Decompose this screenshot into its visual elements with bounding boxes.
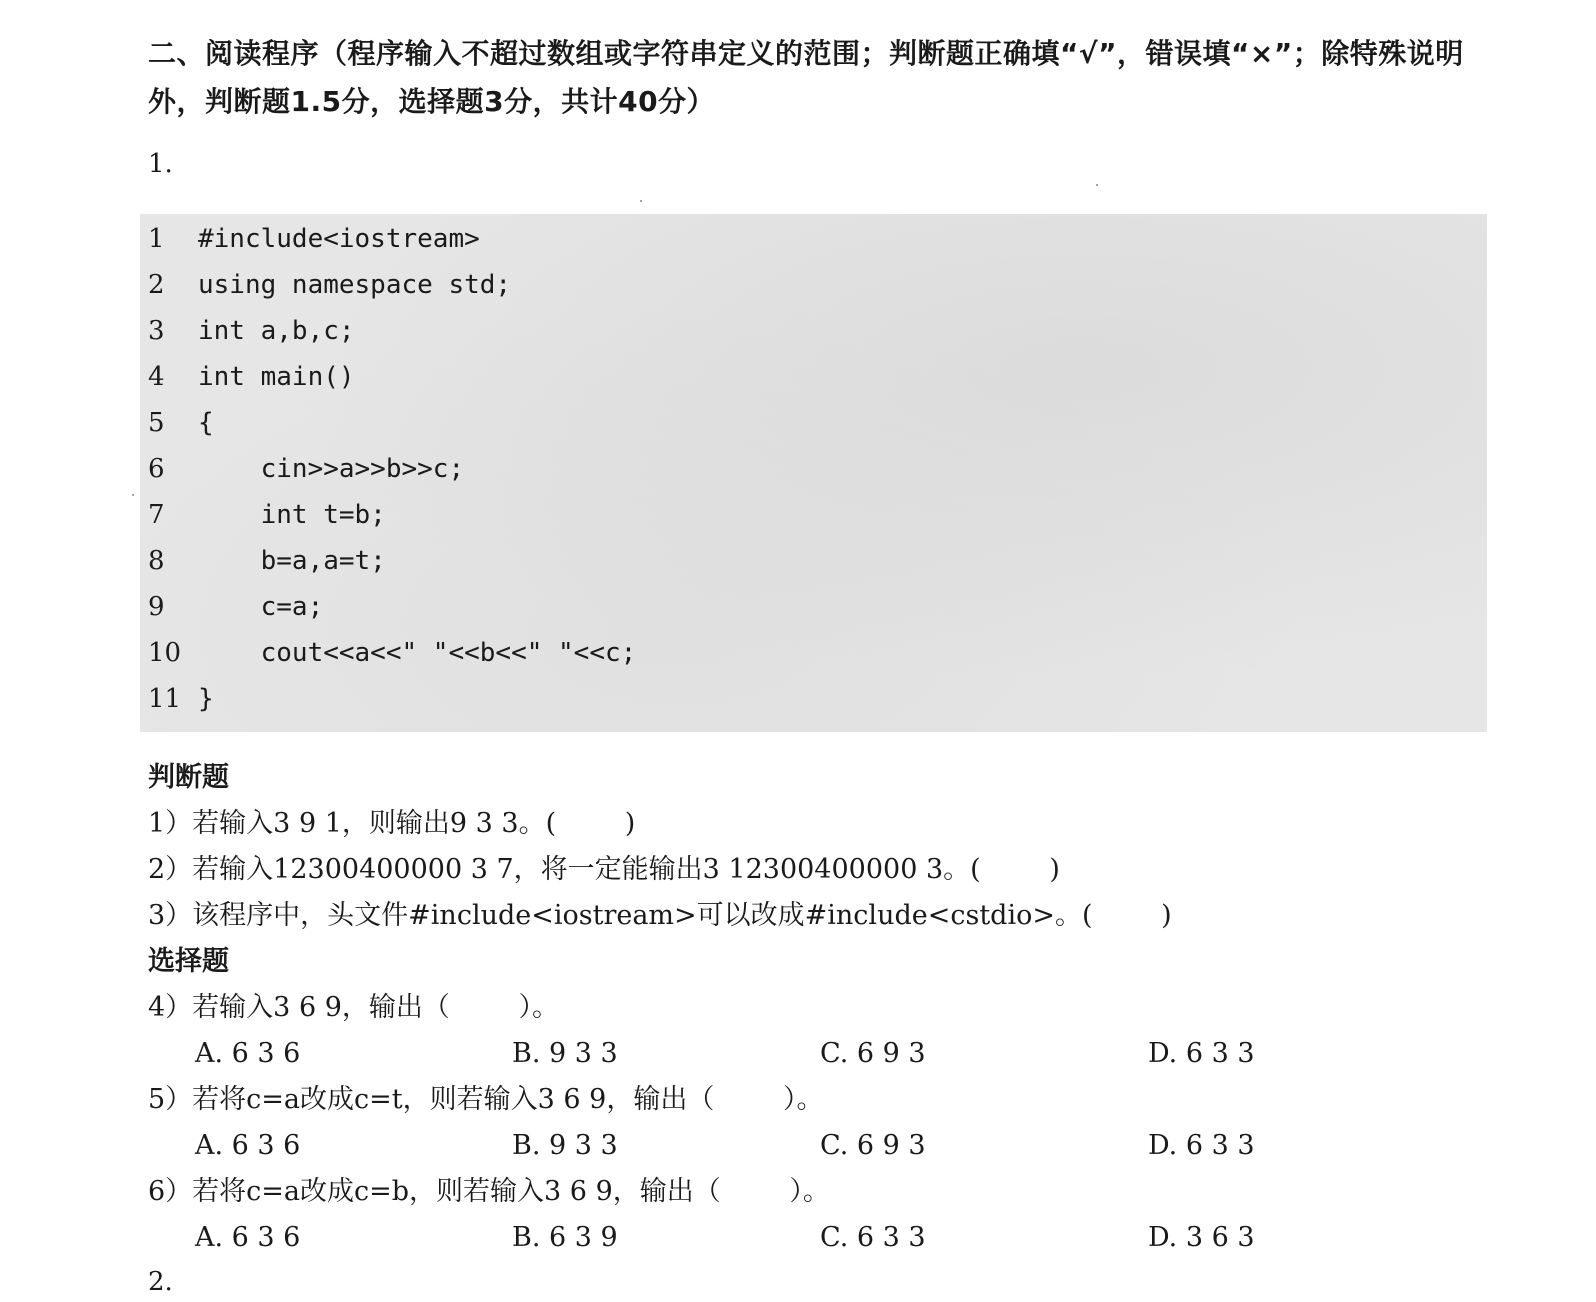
code-line (140, 538, 1487, 584)
code-text: { (198, 408, 214, 438)
section-heading: 二、阅读程序（程序输入不超过数组或字符串定义的范围；判断题正确填“√”，错误填“×”；除特殊说明外，判断题1.5分，选择题3分，共计40分） (148, 37, 1464, 118)
choice-options-5 (0, 1126, 1596, 1166)
scan-speck (132, 494, 134, 496)
choice-question-4: 4）若输入3 6 9，输出（ ）。 (148, 992, 560, 1023)
code-text: int main() (198, 362, 355, 392)
option-a: A. 6 3 6 (195, 1130, 301, 1161)
choice-question-5: 5）若将c=a改成c=t，则若输入3 6 9，输出（ ）。 (148, 1084, 824, 1115)
option-c: C. 6 9 3 (820, 1038, 926, 1069)
option-b: B. 6 3 9 (512, 1222, 618, 1253)
choice-heading: 选择题 (148, 946, 229, 977)
scan-speck (640, 200, 642, 202)
line-number: 10 (148, 638, 182, 668)
line-number: 1 (148, 224, 165, 254)
code-line (140, 630, 1487, 676)
option-a: A. 6 3 6 (195, 1038, 301, 1069)
code-line (140, 400, 1487, 446)
code-line (140, 216, 1487, 262)
choice-question-6: 6）若将c=a改成c=b，则若输入3 6 9，输出（ ）。 (148, 1176, 830, 1207)
scan-speck (1096, 184, 1098, 186)
option-b: B. 9 3 3 (512, 1038, 618, 1069)
line-number: 8 (148, 546, 165, 576)
judge-question-3: 3）该程序中，头文件#include<iostream>可以改成#include<cstdio>。( ) (148, 900, 1172, 931)
code-line (140, 492, 1487, 538)
code-block (140, 214, 1487, 732)
code-line (140, 308, 1487, 354)
code-text: b=a,a=t; (198, 546, 386, 576)
line-number: 7 (148, 500, 165, 530)
code-line (140, 584, 1487, 630)
line-number: 4 (148, 362, 165, 392)
option-d: D. 6 3 3 (1148, 1130, 1255, 1161)
code-line (140, 676, 1487, 722)
option-a: A. 6 3 6 (195, 1222, 301, 1253)
line-number: 5 (148, 408, 165, 438)
choice-options-6 (0, 1218, 1596, 1258)
judge-heading: 判断题 (148, 762, 229, 793)
line-number: 3 (148, 316, 165, 346)
code-text: cout<<a<<" "<<b<<" "<<c; (198, 638, 637, 668)
code-text: cin>>a>>b>>c; (198, 454, 465, 484)
code-line (140, 354, 1487, 400)
code-line (140, 446, 1487, 492)
line-number: 9 (148, 592, 165, 622)
code-line (140, 262, 1487, 308)
next-problem-number: 2. (148, 1267, 173, 1297)
option-b: B. 9 3 3 (512, 1130, 618, 1161)
judge-question-1: 1）若输入3 9 1，则输出9 3 3。( ) (148, 808, 636, 839)
judge-question-2: 2）若输入12300400000 3 7，将一定能输出3 12300400000 3。( ) (148, 854, 1060, 885)
code-text: int a,b,c; (198, 316, 355, 346)
option-c: C. 6 9 3 (820, 1130, 926, 1161)
option-d: D. 6 3 3 (1148, 1038, 1255, 1069)
choice-options-4 (0, 1034, 1596, 1074)
code-text: using namespace std; (198, 270, 512, 300)
code-text: c=a; (198, 592, 324, 622)
line-number: 6 (148, 454, 165, 484)
problem-number: 1. (148, 149, 173, 179)
option-c: C. 6 3 3 (820, 1222, 926, 1253)
option-d: D. 3 6 3 (1148, 1222, 1255, 1253)
line-number: 2 (148, 270, 165, 300)
code-text: int t=b; (198, 500, 386, 530)
code-text: #include<iostream> (198, 224, 480, 254)
code-text: } (198, 684, 214, 714)
line-number: 11 (148, 684, 182, 714)
